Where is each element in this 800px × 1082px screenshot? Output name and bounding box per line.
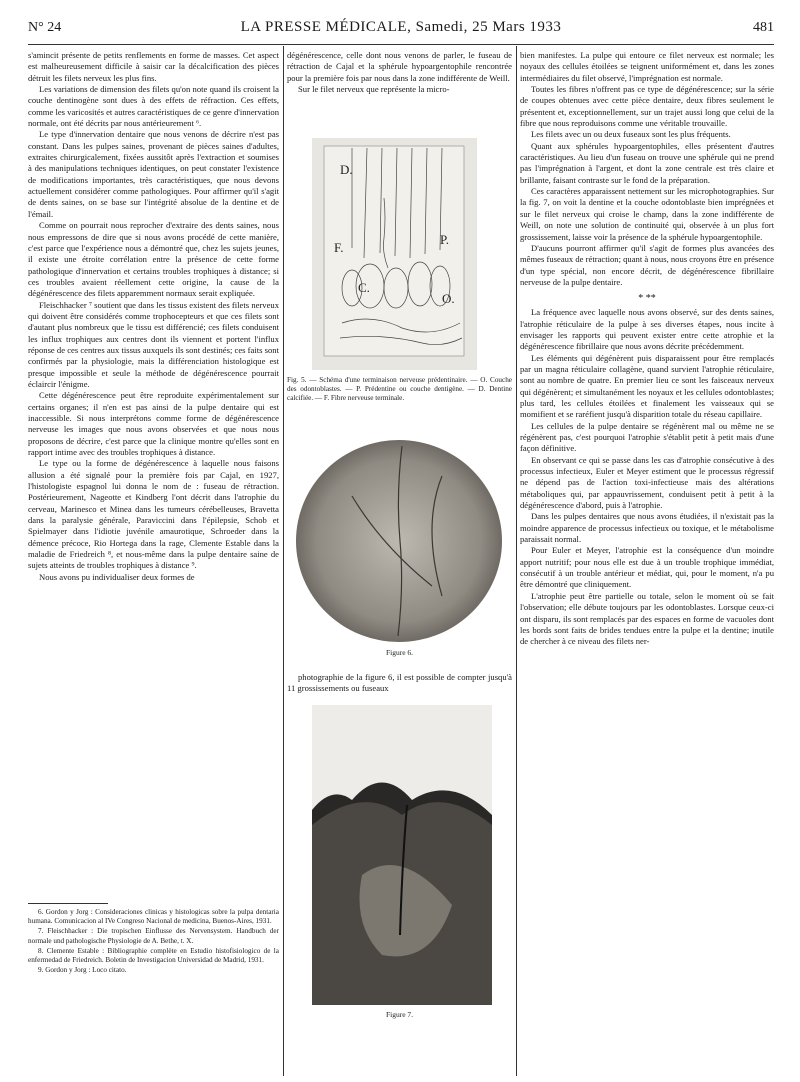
paragraph: photographie de la figure 6, il est possible de compter jusqu'à 11 grossissements ou fuseaux	[287, 672, 512, 694]
paragraph: La fréquence avec laquelle nous avons observé, sur des dents saines, l'atrophie réticulaire de la pulpe à ses diverses étapes, nous incite à envisager les rapports qui peuvent exister entre cette atrophie et la dégénérescence fibrillaire que nous avons décrite précédemment.	[520, 307, 774, 352]
column-1	[28, 50, 279, 583]
paragraph: Sur le filet nerveux que représente la micro-	[298, 84, 450, 95]
figure-7-caption: Figure 7.	[385, 1010, 414, 1019]
footnote: 6. Gordon y Jorg : Consideraciones clinicas y histologicas sobre la pulpa dentaria humana. Comunicacion al IVe Congreso Nacional de medicina, Buenos-Aires, 1931.	[28, 908, 279, 926]
label-p: P.	[440, 232, 450, 247]
paragraph: Pour Euler et Meyer, l'atrophie est la conséquence d'un moindre apport nutritif; pour nous elle est due à un trouble trophique immédiat, consécutif à un trouble antérieur et médiat, qui, pour le moment, n'a pu être démontré que cliniquement.	[520, 545, 774, 590]
column-rule	[283, 46, 284, 1076]
column-2-mid	[287, 672, 512, 695]
label-c: C.	[358, 280, 370, 295]
label-d: D.	[340, 162, 353, 177]
paragraph: Quant aux sphérules hypoargentophiles, elles présentent d'autres caractéristiques. Au lieu d'un fuseau on trouve une sphérule qui ne prend pas l'imprégnation à l'argent, et dont la zone centrale est très claire et brillante, faisant contraste sur le fond de la préparation.	[520, 140, 774, 185]
paragraph: Les variations de dimension des filets qu'on note quand ils croisent la couche dentinogène sont dues à des effets de réfraction. Ces effets, comme les varicosités et autres caractéristiques de ce genre d'innervation normale, ont été décrits par nous antérieurement ⁶.	[28, 84, 279, 129]
page-number: 481	[753, 20, 774, 35]
paragraph: Les éléments qui dégénèrent puis disparaissent pour être remplacés par un magna réticulaire collagène, quand survient l'atrophie réticulaire, sont au nombre de quatre. En premier lieu ce sont les faisceaux nerveux qui dégénèrent; et simultanément les noyaux et les cellules odontoblastes; plus tard, les cellules étoilées et finalement les vaisseaux qui se momifient et se raréfient jusqu'à disparition totale du réseau capillaire.	[520, 352, 774, 420]
paragraph: Les filets avec un ou deux fuseaux sont les plus fréquents.	[531, 129, 731, 140]
paragraph: Le type d'innervation dentaire que nous venons de décrire n'est pas constant. Dans les pulpes saines, provenant de pièces saines d'adultes, extraites chirurgicalement, fixées aussitôt après l'extraction et soumises à des manipulations techniques identiques, on peut constater l'existence de modifications importantes, très caractéristiques, que nous devons actuellement considérer comme pathologiques. Pour affirmer qu'il s'agit de dents saines, on se base sur l'intégrité absolue de la dentine et de l'émail.	[28, 129, 279, 219]
paragraph: En observant ce qui se passe dans les cas d'atrophie consécutive à des processus infectieux, Euler et Meyer estiment que le processus régressif ne dépend pas de l'action toxi-infectieuse mais des altérations métaboliques qui, par appauvrissement, conduisent petit à petit à la dégénérescence d'abord, puis à l'atrophie.	[520, 454, 774, 511]
header-rule	[28, 44, 774, 45]
figure-6-micrograph	[292, 436, 507, 646]
paragraph: Toutes les fibres n'offrent pas ce type de dégénérescence; sur la série de coupes obtenues avec cette pièce dentaire, deux fibres seulement le présentent et, exceptionnellement, sur un trajet aussi long que celui de la fibre que nous reproduisons comme une véritable trouvaille.	[520, 84, 774, 129]
figure-7-micrograph	[312, 705, 492, 1005]
paragraph: Ces caractères apparaissent nettement sur les microphotographies. Sur la fig. 7, on voit la dentine et la couche odontoblaste bien imprégnées et sur le filet nerveux qui croise le champ, dans la zone indifférente de Weill, on note une solution de continuité qui, observée à un plus fort grossissement, laisse voir la présence de la sphérule hypoargentophile.	[520, 186, 774, 242]
issue-number: N° 24	[28, 20, 62, 35]
paragraph: L'atrophie peut être partielle ou totale, selon le moment où se fait l'observation; elle débute toujours par les odontoblastes. Lorsque ceux-ci ont disparu, ils sont remplacés par des espaces en forme de vacuoles dont les bords sont faits de brides tendues entre la pulpe et la dentine; inutile de chercher à ce niveau des filets ner-	[520, 590, 774, 647]
footnote: 7. Fleischhacker : Die tropischen Einflusse des Nervensystem. Handbuch der normale und pathologische Physiologie de A. Bethe, t. X.	[28, 927, 279, 945]
paragraph: Comme on pourrait nous reprocher d'extraire des dents saines, nous nous empressons de dire que si nous avons procédé de cette manière, c'est parce que l'expérience nous a démontré que, chez les sujets jeunes, il existe une étroite corrélation entre la présence de cette forme pathologique d'innervation et certains troubles trophiques à distance; si ces troubles avaient réellement cette origine, la cause de la dégénérescence des filets apparemment normaux serait expliquée.	[28, 220, 279, 299]
label-o: O.	[442, 291, 455, 306]
footnote: 9. Gordon y Jorg : Loco citato.	[38, 966, 127, 975]
paragraph: Les cellules de la pulpe dentaire se régénèrent mal ou même ne se régénèrent pas, c'est pourquoi l'atrophie s'établit petit à petit mais d'une façon définitive.	[520, 420, 774, 454]
paragraph: Le type ou la forme de dégénérescence à laquelle nous faisons allusion a été signalé pour la première fois par Cajal, en 1927, l'histologiste espagnol lui donna le nom de : fuseau de rétraction. Postérieurement, Nageotte et Kindberg l'ont décrit dans l'atrophie du cerveau, Marinesco et Minea dans les tumeurs cérébelleuses, Bravetta dans la paralysie générale, Paraviccini dans l'épilepsie, Schob et Spielmayer dans l'idiotie juvénile amaurotique, Schroeder dans la démence précoce, Rio Hortega dans la rage, Clemente Estable dans la maladie de Friedreich ⁸, et nous-même dans la pulpe dentaire saine de sujets atteints de troubles trophiques à distance ⁹.	[28, 458, 279, 571]
journal-title: LA PRESSE MÉDICALE, Samedi, 25 Mars 1933	[240, 19, 562, 35]
paragraph: Fleischhacker ⁷ soutient que dans les tissus existent des filets nerveux qui doivent être considérés comme trophocepteurs et que ces filets sont d'autant plus nombreux que le tissu est différencié; ces filets conduisent les influx trophiques aux centres dont ils viennent et portent l'influx réponse de ces centres aux tissus auxquels ils sont destinés; ces faits sont confirmés par la physiologie, mais la différenciation histologique est presque impossible et seule la méthode de dégénérescence pourrait éclaircir l'énigme.	[28, 299, 279, 389]
paragraph: Dans les pulpes dentaires que nous avons étudiées, il n'existait pas la moindre apparence de processus infectieux ou toxique, et le métabolisme paraissait normal.	[520, 511, 774, 545]
column-2-top	[287, 50, 512, 95]
section-separator: * **	[638, 293, 656, 305]
footnote-rule	[28, 903, 108, 904]
paragraph: s'amincit présente de petits renflements en forme de masses. Cet aspect est malheureusement difficile à saisir car la décalcification des pièces détruit les filets nerveux les plus fins.	[28, 50, 279, 83]
paragraph: D'aucuns pourront affirmer qu'il s'agit de formes plus avancées des mêmes fuseaux de rétraction; quant à nous, nous croyons être en présence d'un type spécial, non encore décrit, de dégénérescence fibrillaire nerveuse de la pulpe dentaire.	[520, 242, 774, 287]
figure-5-caption: Fig. 5. — Schéma d'une terminaison nerveuse prédentinaire. — O. Couche des odontoblastes. — P. Prédentine ou couche dentigène. — D. Dentine calcifiée. — F. Fibre nerveuse terminale.	[287, 376, 512, 403]
figure-5-schematic	[312, 138, 477, 370]
footnotes	[28, 908, 279, 976]
column-rule	[516, 46, 517, 1076]
paragraph: Cette dégénérescence peut être reproduite expérimentalement sur certains organes; il n'en est pas ainsi de la pulpe dentaire qui est inaccessible. Si nous interprétons comme forme de dégénérescence nerveuse les images que nous avons observées et que nous nous proposons de décrire, c'est parce que la clinique montre qu'elles sont en rapport intime avec des troubles trophiques à distance.	[28, 390, 279, 458]
column-3	[520, 50, 774, 648]
footnote: 8. Clemente Estable : Bibliographie complète en Estudio histofisiologico de la enfermedad de Friedreich. Boletin de Investigacion Universidad de Madrid, 1931.	[28, 946, 279, 965]
figure-6-caption: Figure 6.	[385, 648, 414, 657]
paragraph: dégénérescence, celle dont nous venons de parler, le fuseau de rétraction de Cajal et la sphérule hypoargentophile rencontrée pour la première fois par nous dans la zone indifférente de Weill.	[287, 50, 512, 83]
paragraph: Nous avons pu individualiser deux formes de	[39, 571, 195, 582]
paragraph: bien manifestes. La pulpe qui entoure ce filet nerveux est normale; les noyaux des cellules étoilées se teignent uniformément et, dans les zones intermédiaires du filet observé, l'imprégnation est normale.	[520, 50, 774, 83]
label-f: F.	[334, 240, 344, 255]
page-header	[28, 14, 774, 40]
